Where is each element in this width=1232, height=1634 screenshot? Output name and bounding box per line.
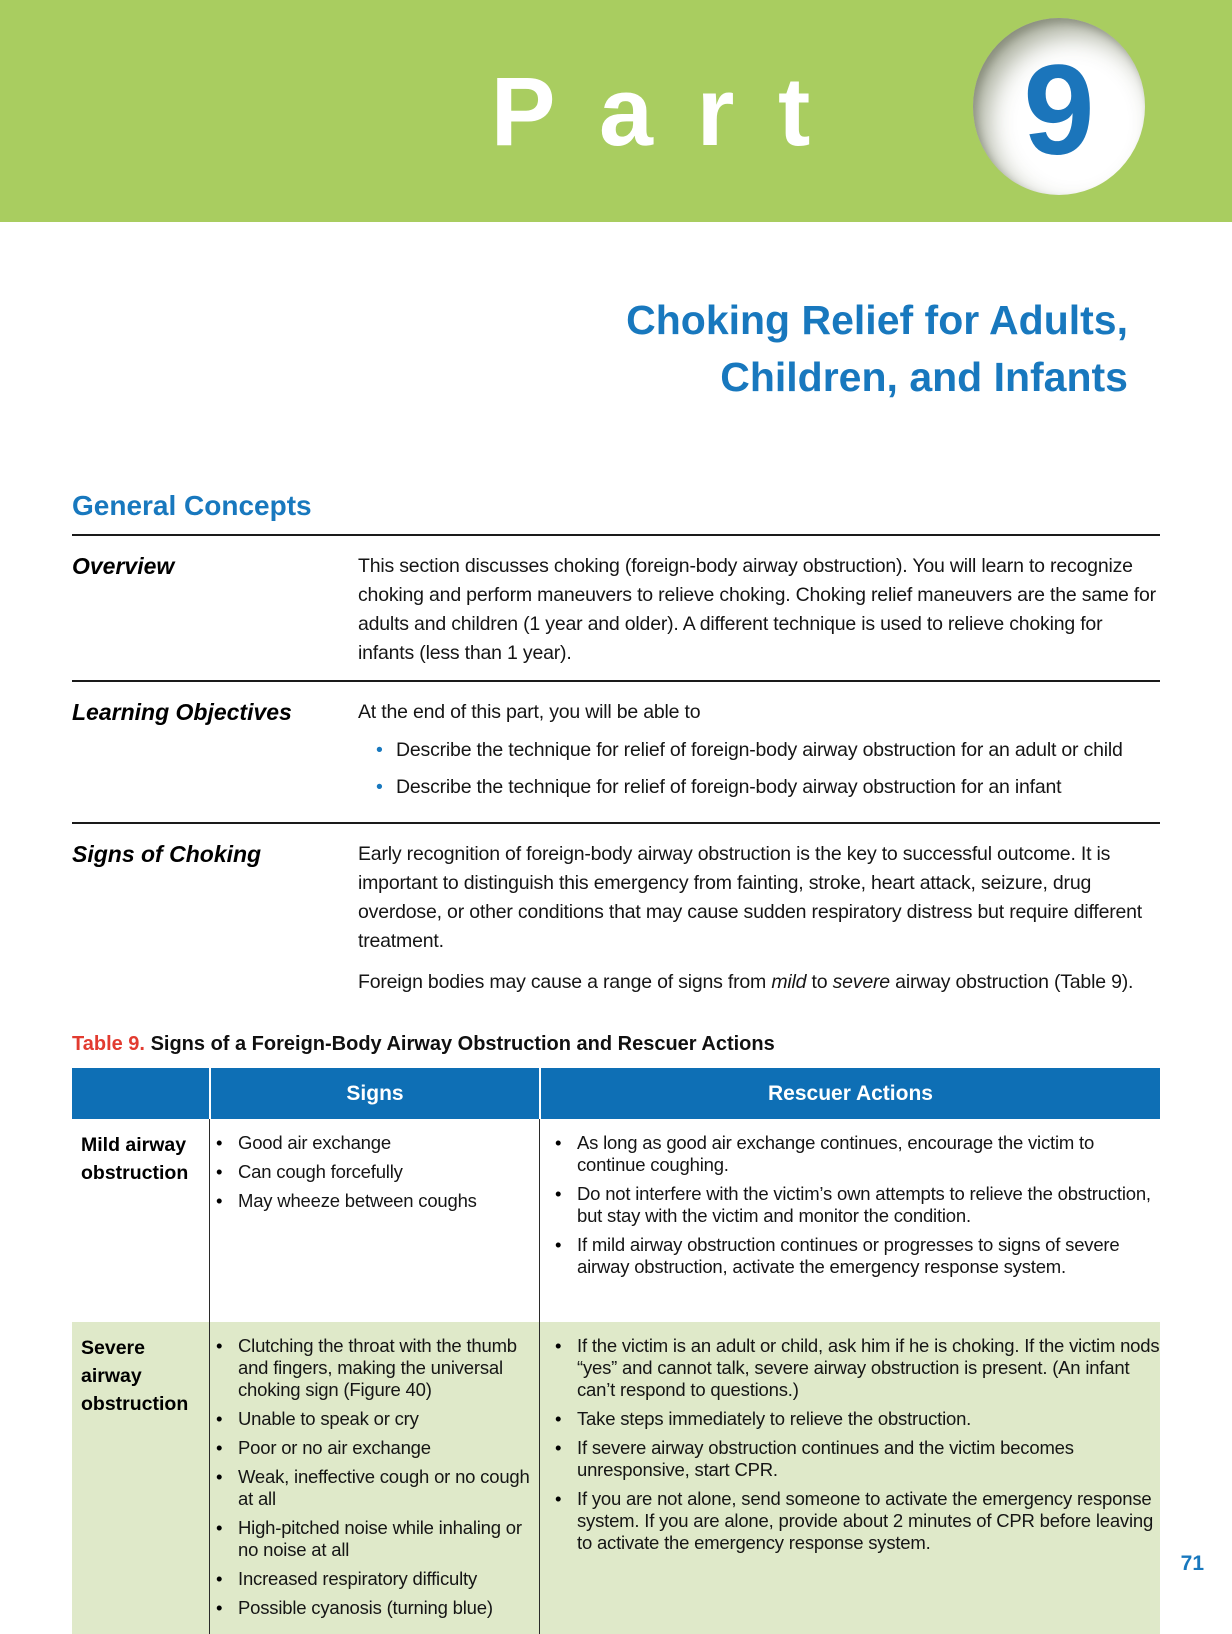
table-caption bbox=[72, 1033, 1160, 1056]
page-content bbox=[72, 490, 1160, 1634]
actions-list bbox=[540, 1322, 1160, 1569]
table-caption-label: Table 9. bbox=[72, 1033, 145, 1055]
chapter-title-line2: Children, and Infants bbox=[720, 354, 1128, 400]
text-run: to bbox=[806, 971, 833, 993]
part-number: 9 bbox=[1023, 38, 1095, 182]
signs-list bbox=[210, 1322, 539, 1634]
table-cell-actions bbox=[539, 1322, 1160, 1634]
learning-objectives-section bbox=[72, 682, 1160, 822]
list-item: • May wheeze between coughs bbox=[214, 1190, 537, 1212]
list-item: • Possible cyanosis (turning blue) bbox=[214, 1597, 537, 1619]
italic-term: severe bbox=[832, 971, 890, 993]
chapter-title-line1: Choking Relief for Adults, bbox=[626, 297, 1128, 343]
table-cell-signs bbox=[209, 1322, 539, 1634]
signs-of-choking-label: Signs of Choking bbox=[72, 841, 262, 867]
table-cell-actions bbox=[539, 1119, 1160, 1322]
list-item: • Describe the technique for relief of foreign-body airway obstruction for an adult or child bbox=[376, 736, 1160, 765]
list-item: • Take steps immediately to relieve the obstruction. bbox=[553, 1408, 1160, 1430]
chapter-title bbox=[0, 292, 1128, 406]
list-item: • Can cough forcefully bbox=[214, 1161, 537, 1183]
signs-paragraph: Early recognition of foreign-body airway obstruction is the key to successful outcome. It is important to distinguish this emergency from fainting, stroke, heart attack, seizure, drug overdose, or other conditions that may cause sudden respiratory distress but require different treatment. bbox=[358, 843, 1143, 952]
overview-label: Overview bbox=[72, 553, 175, 579]
signs-actions-table bbox=[72, 1068, 1160, 1634]
table-cell-signs bbox=[209, 1119, 539, 1322]
part-banner bbox=[0, 0, 1232, 222]
part-number-badge bbox=[973, 18, 1145, 195]
text-run: Foreign bodies may cause a range of signs from bbox=[358, 971, 772, 993]
learning-objectives-intro: At the end of this part, you will be able to bbox=[358, 701, 701, 723]
list-item: • Good air exchange bbox=[214, 1132, 537, 1154]
table-header-rescuer-actions: Rescuer Actions bbox=[539, 1068, 1160, 1119]
table-row-category: Mild airway obstruction bbox=[72, 1119, 209, 1322]
signs-of-choking-body bbox=[358, 840, 1160, 997]
list-item: • If mild airway obstruction continues or progresses to signs of severe airway obstruction, activate the emergency response system. bbox=[553, 1234, 1160, 1278]
list-item: • Poor or no air exchange bbox=[214, 1437, 537, 1459]
list-item: • Weak, ineffective cough or no cough at all bbox=[214, 1466, 537, 1510]
list-item: • If severe airway obstruction continues and the victim becomes unresponsive, start CPR. bbox=[553, 1437, 1160, 1481]
italic-term: mild bbox=[771, 971, 807, 993]
list-item: • As long as good air exchange continues, encourage the victim to continue coughing. bbox=[553, 1132, 1160, 1176]
list-item: • Increased respiratory difficulty bbox=[214, 1568, 537, 1590]
list-item: • Unable to speak or cry bbox=[214, 1408, 537, 1430]
learning-objectives-label: Learning Objectives bbox=[72, 699, 292, 725]
list-item: • Describe the technique for relief of foreign-body airway obstruction for an infant bbox=[376, 773, 1160, 802]
part-label: Part bbox=[490, 56, 854, 166]
overview-body bbox=[358, 552, 1160, 668]
table-row-category: Severe airway obstruction bbox=[72, 1322, 209, 1634]
overview-paragraph: This section discusses choking (foreign-body airway obstruction). You will learn to recognize choking and perform maneuvers to relieve choking. Choking relief maneuvers are the same for adults and children (1 year and older). A different technique is used to relieve choking for infants (less than 1 year). bbox=[358, 555, 1156, 664]
actions-list bbox=[540, 1119, 1160, 1293]
signs-of-choking-section bbox=[72, 824, 1160, 1009]
list-item: • Clutching the throat with the thumb and fingers, making the universal choking sign (Figure 40) bbox=[214, 1335, 537, 1401]
list-item: • Do not interfere with the victim’s own attempts to relieve the obstruction, but stay with the victim and monitor the condition. bbox=[553, 1183, 1160, 1227]
signs-paragraph-2 bbox=[358, 968, 1160, 997]
overview-section bbox=[72, 536, 1160, 680]
table-header-empty bbox=[72, 1068, 209, 1119]
list-item: • If the victim is an adult or child, ask him if he is choking. If the victim nods “yes” and cannot talk, severe airway obstruction is present. (An infant can’t respond to questions.) bbox=[553, 1335, 1160, 1401]
learning-objectives-list bbox=[358, 736, 1160, 802]
signs-list bbox=[210, 1119, 539, 1227]
table-caption-text: Signs of a Foreign-Body Airway Obstruction and Rescuer Actions bbox=[150, 1033, 775, 1055]
table-header-signs: Signs bbox=[209, 1068, 539, 1119]
page-number: 71 bbox=[1180, 1552, 1204, 1575]
general-concepts-heading: General Concepts bbox=[72, 490, 312, 521]
learning-objectives-body bbox=[358, 698, 1160, 810]
text-run: airway obstruction (Table 9). bbox=[889, 971, 1134, 993]
list-item: • High-pitched noise while inhaling or no noise at all bbox=[214, 1517, 537, 1561]
list-item: • If you are not alone, send someone to activate the emergency response system. If you are alone, provide about 2 minutes of CPR before leaving to activate the emergency response system. bbox=[553, 1488, 1160, 1554]
